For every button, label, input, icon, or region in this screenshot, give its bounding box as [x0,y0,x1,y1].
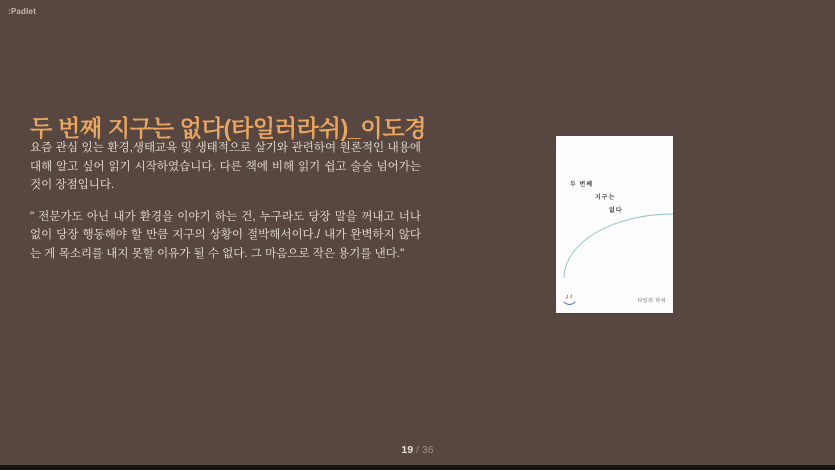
book-cover-title-line3: 없다 [609,208,623,214]
padlet-logo[interactable]: :Padlet [8,7,37,16]
slide-body [30,139,421,264]
page-total: / 36 [416,444,434,456]
earth-horizon-arc-icon [556,136,673,313]
page-indicator [0,444,835,456]
slide-title: 두 번째 지구는 없다(타일러라쉬)_이도경 [30,115,427,142]
book-cover-title-line1: 두 번째 [570,182,594,188]
page-current: 19 [401,444,414,456]
book-cover-author: 타일러 라쉬 [637,298,666,304]
book-cover-title-line2: 지구는 [595,195,616,201]
book-cover-attachment[interactable] [556,136,673,313]
bottom-bar [0,465,835,470]
body-paragraph-1: 요즘 관심 있는 환경,생태교육 및 생태적으로 살기와 관련하여 원론적인 내용에 대해 알고 싶어 읽기 시작하였습니다. 다른 책에 비해 읽기 쉽고 술술 넘어가는 것이 장점입니다. [30,142,421,192]
publisher-smile-icon [561,293,579,308]
body-paragraph-2: " 전문가도 아닌 내가 환경을 이야기 하는 건, 누구라도 당장 말을 꺼내고 너나 없이 당장 행동해야 할 만큼 지구의 상황이 절박해서이다./ 내가 완벽하지 않다는 게 목소리를 내지 못할 이유가 될 수 없다. 그 마음으로 작은 용기를 낸다." [30,210,421,260]
